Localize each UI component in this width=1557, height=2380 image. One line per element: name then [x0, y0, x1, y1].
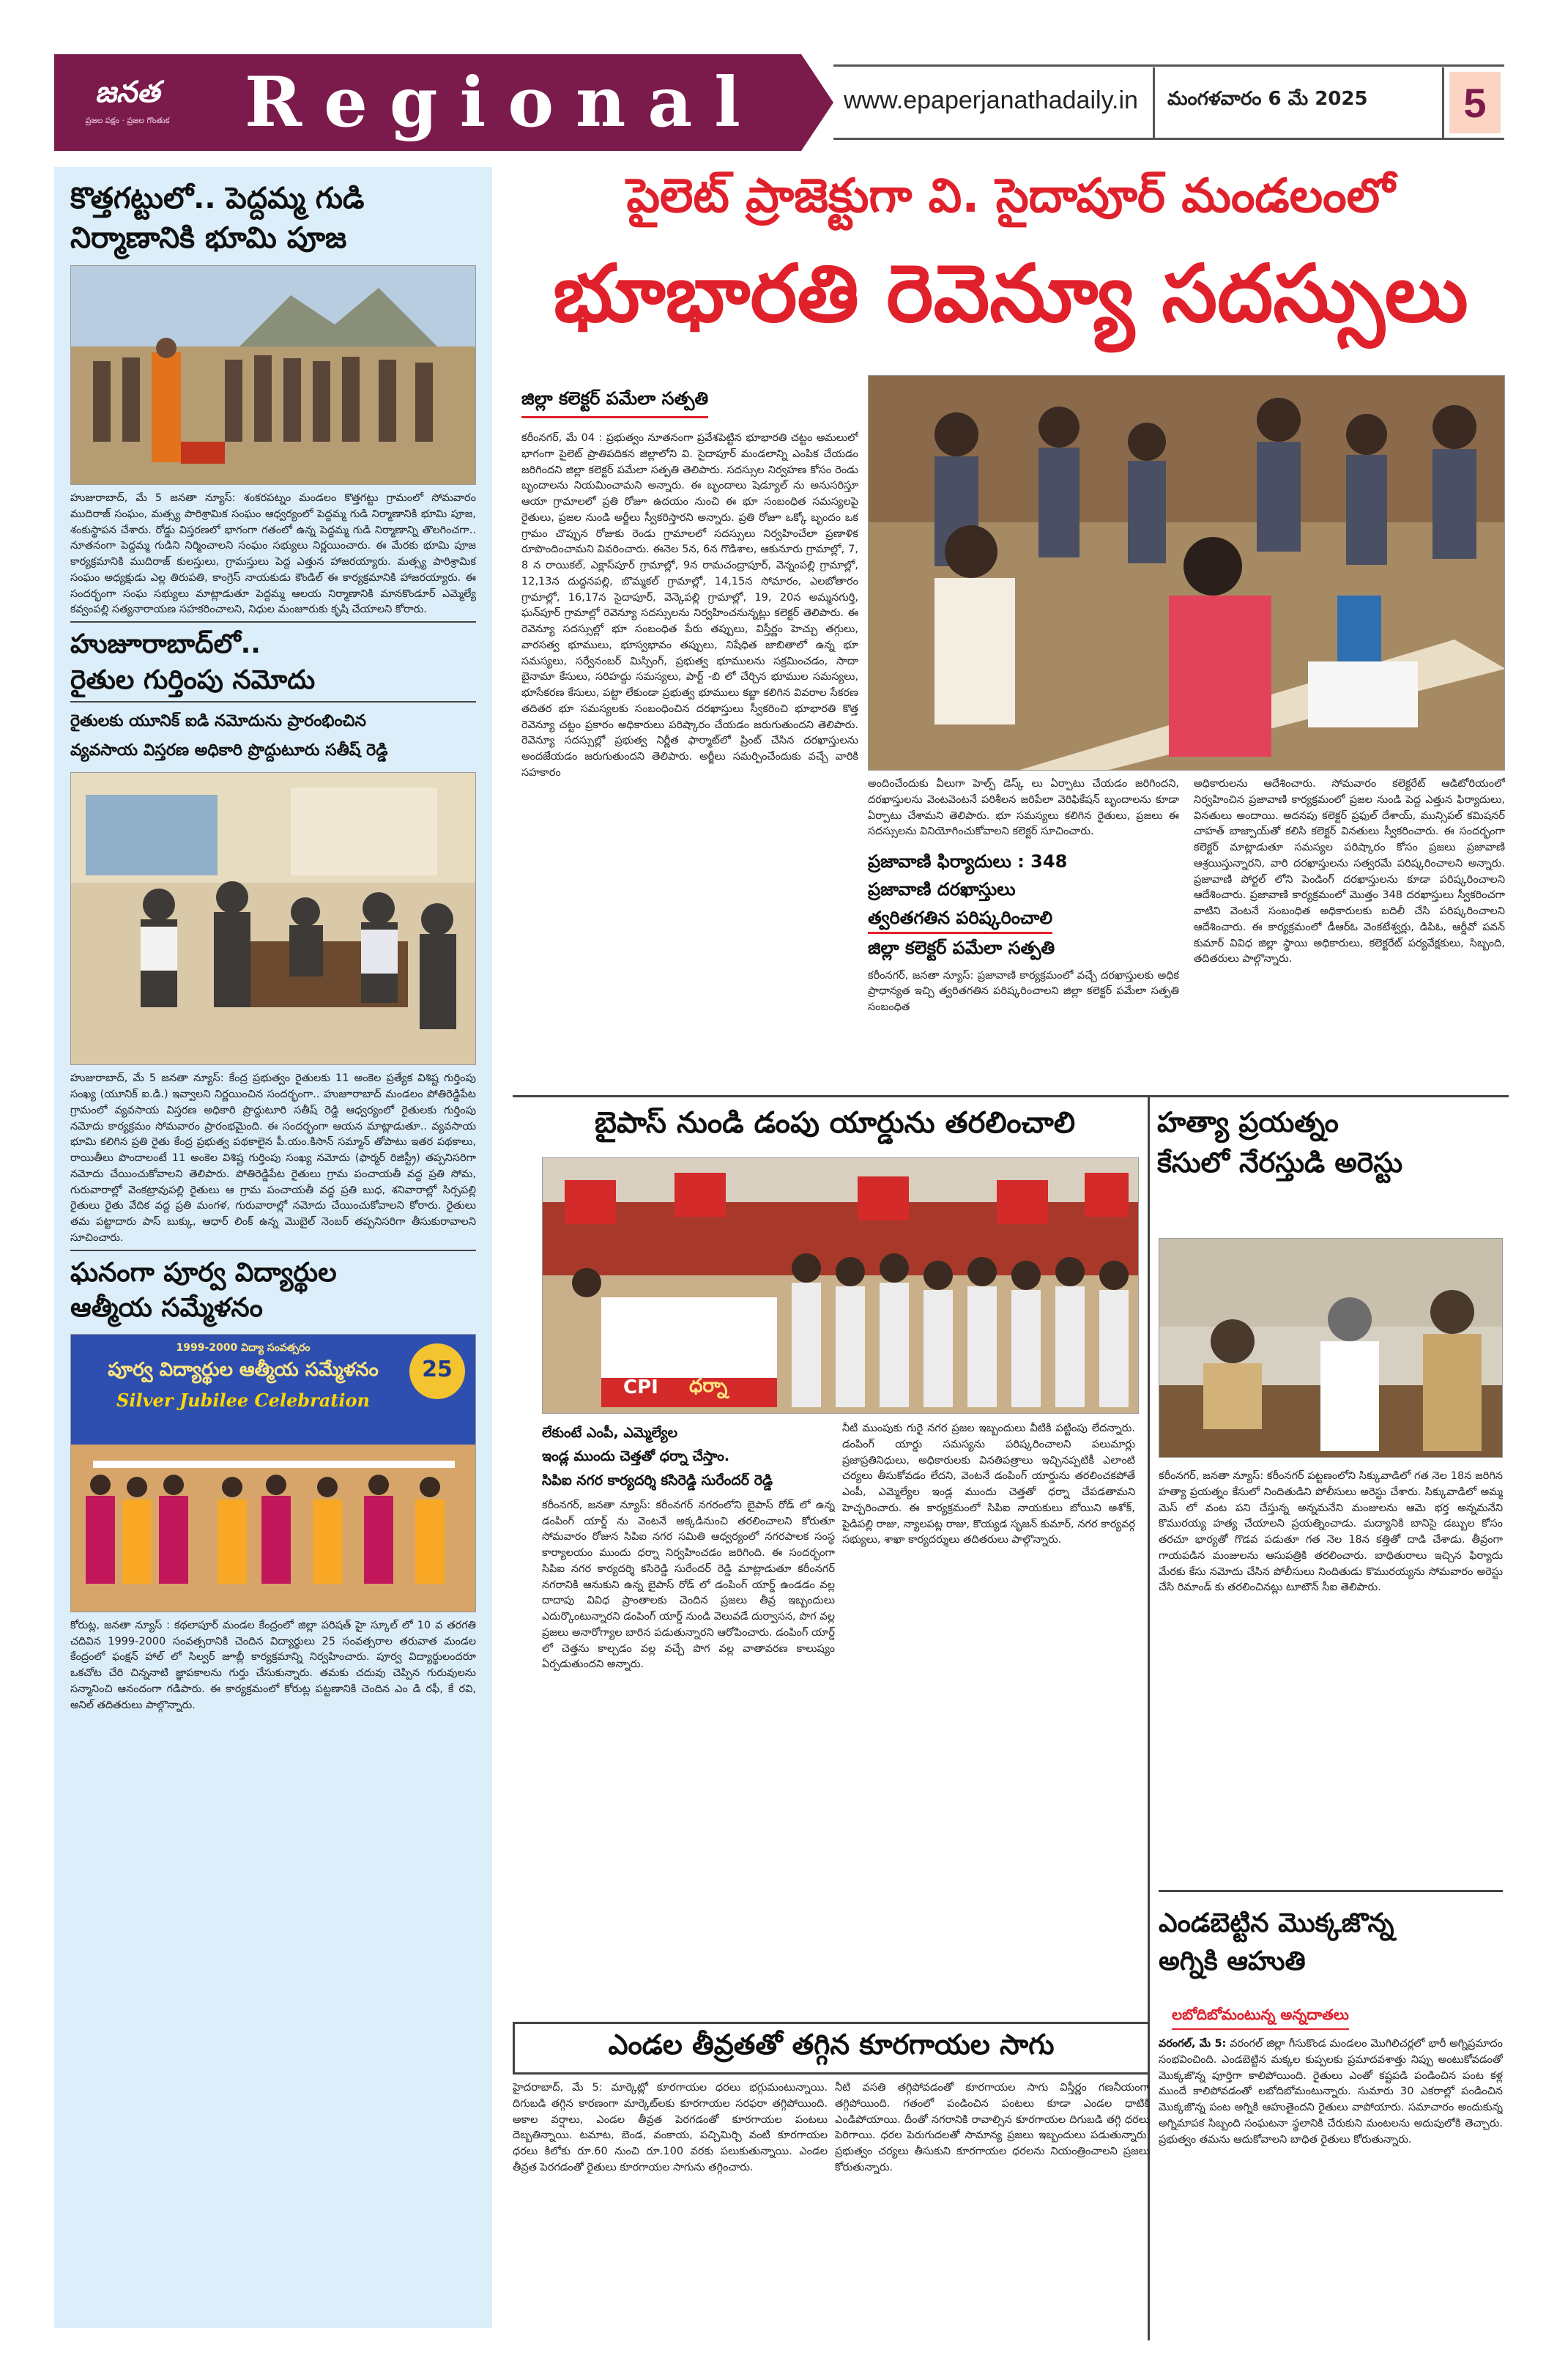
story-body: హుజురాబాద్, మే 5 జనతా న్యూస్: శంకరపట్నం మండలం కొత్తగట్టు గ్రామంలో సోమవారం ముదిరాజ్ సంఘం, మత్స్య పారిశ్రామిక సంఘం ఆధ్వర్యంలో పెద్దమ్మ గుడి నిర్మాణానికి భూమి పూజ, శంకుస్థాపన చేశారు. రోడ్డు విస్తరణలో భాగంగా గతంలో ఉన్న పెద్దమ్మ గుడి నిర్మాణాన్ని తొలగించగా.. నూతనంగా పెద్దమ్మ గుడిని నిర్మించాలని సంఘం సభ్యులు నిర్ణయించారు. ఈ మేరకు భూమి పూజ కార్యక్రమానికి ముదిరాజ్ కులస్తులు, గ్రామస్తులు పెద్ద ఎత్తున హాజరయ్యారు. మత్స్య పారిశ్రామిక సంఘం అధ్యక్షుడు ఎల్ల తిరుపతి, కాంగ్రెస్ నాయకుడు కౌండిల్ ఈ కార్యక్రమానికి హాజరయ్యారు. ఈ సందర్భంగా సంఘ సభ్యులు మాట్లాడుతూ పెద్దమ్మ ఆలయ నిర్మాణానికి మానకొండూర్ ఎమ్మెల్యే కవ్వంపల్లి సత్యనారాయణ సహకరించాలని, నిధుల మంజూరుకు కృషి చేయాలని కోరారు. — [70, 492, 476, 616]
maize-fire-body — [1159, 2036, 1503, 2337]
site-url[interactable]: www.epaperjanathadaily.in — [844, 86, 1138, 114]
banner-english: Silver Jubilee Celebration — [116, 1389, 370, 1411]
story-headline: కొత్తగట్టులో.. పెద్దమ్మ గుడి — [70, 182, 365, 215]
story-headline: ఘనంగా పూర్వ విద్యార్థుల — [70, 1257, 337, 1288]
left-sidebar-column — [54, 167, 492, 2328]
issue-date: మంగళవారం 6 మే 2025 — [1167, 88, 1368, 110]
alumni-banner-text — [78, 1342, 408, 1411]
photo-illustration — [1159, 1239, 1503, 1458]
police-arrest-photo — [1159, 1238, 1503, 1458]
story-peddamma-temple — [70, 179, 476, 618]
story-headline: హుజూరాబాద్‌లో.. — [70, 629, 261, 659]
masthead-rule — [833, 64, 1504, 67]
masthead-divider — [1153, 67, 1155, 138]
section-divider — [513, 1095, 1509, 1097]
page-number: 5 — [1449, 72, 1501, 133]
story-headline: నిర్మాణానికి భూమి పూజ — [70, 221, 347, 255]
story-headline: ఆత్మీయ సమ్మేళనం — [70, 1293, 263, 1324]
prajavani-complaints: ప్రజావాణి ఫిర్యాదులు : 348 — [868, 851, 1068, 872]
main-headline-line2: భూభారతి రెవెన్యూ సదస్సులు — [553, 248, 1468, 340]
temple-foundation-photo — [70, 265, 476, 485]
section-divider — [1159, 1890, 1503, 1892]
caption-line: ఇండ్ల ముందు చెత్తతో ధర్నా చేస్తాం. — [542, 1448, 730, 1465]
bypass-headline: బైపాస్ నుండి డంపు యార్డును తరలించాలి — [594, 1106, 1076, 1140]
photo-illustration — [543, 1158, 1139, 1414]
main-story-column-1: కరీంనగర్, మే 04 : ప్రభుత్వం నూతనంగా ప్రవేశపెట్టిన భూభారతి చట్టం అమలులో భాగంగా పైలెట్ ప్రాతిపదికన జిల్లాలోని వి. సైదాపూర్ మండలాన్ని ఎంపిక చేయడం జరిగిందని జిల్లా కలెక్టర్ పమేలా సత్పతి తెలిపారు. సదస్సుల నిర్వహణ కోసం రెండు బృందాలను నియమించామని అన్నారు. ఈ బృందాలు షెడ్యూల్ ను అనుసరిస్తూ ఆయా గ్రామాలలో ప్రతి రోజూ ఉదయం నుంచి ఈ భూ సంబంధిత సమస్యలపై రైతులు, ప్రజల నుండి అర్జీలు స్వీకరిస్తారని అన్నారు. ప్రతి రోజూ ఒక్కో బృందం ఒక గ్రామం చొప్పున రోజుకు రెండు గ్రామాలలో సదస్సులు నిర్వహించేలా ప్రణాళిక రూపొందించామని వివరించారు. ఈనెల 5న, 6న గొడిశాల, ఆకునూరు గ్రామాల్లో, 7, 8 న రాయికల్, ఎక్లాస్‌పూర్ గ్రామాల్లో, 9న రామచంద్రాపూర్, వెన్నంపల్లి గ్రామాల్లో, 12,13న దుద్దనపల్లి, బొమ్మకల్ గ్రామాల్లో, 14,15న సోమారం, ఎలబోతారం గ్రామాల్లో, 16,17న సైదాపూర్, వెన్కెపల్లి గ్రామాల్లో, 19, 20న అమ్మనగుర్తి, ఘన్‌పూర్ గ్రామాల్లో రెవెన్యూ సదస్సులను నిర్వహించనున్నట్లు కలెక్టర్ తెలిపారు. ఈ రెవెన్యూ సదస్సుల్లో భూ సంబంధిత పేరు తప్పులు, విస్తీర్ణం హెచ్చు తగ్గులు, వారసత్వ భూములు, భూస్వభావం తప్పులు, నిషేధిత జాబితాలో ఉన్న భూ సమస్యలు, సర్వేనంబర్ మిస్సింగ్, ప్రభుత్వ భూములను సక్రమించడం, సాదా బైనామా కేసులు, సరిహద్దు సమస్యలు, పార్ట్ -బి లో చేర్చిన భూముల సమస్యలు, భూసేకరణ కేసులు, పట్టా లేకుండా ప్రభుత్వ భూములు కబ్జా కలిగిన వివరాల సేకరణ తదితర భూ సమస్యలకు సంబంధించిన దరఖాస్తులు స్వీకరించి భూభారతి కొత్త రెవెన్యూ చట్టం ప్రకారం అధికారులు పరిష్కారం చేయడం జరుగుతుందని తెలిపారు. రెవెన్యూ సదస్సుల్లో ప్రభుత్వ నిర్ణీత ఫార్మాట్‌లో ప్రింట్ చేసిన దరఖాస్తులను అందజేయడం జరుగుతుందని తెలిపారు. అర్జీలు సమర్పించేందుకు వచ్చే వారికి సహకారం — [521, 432, 858, 779]
headline-line: హత్యా ప్రయత్నం — [1157, 1106, 1339, 1138]
banner-dharna: ధర్నా — [689, 1375, 728, 1397]
story-body: కరీంనగర్, జనతా న్యూస్: కరీంనగర్ నగరంలోని బైపాస్ రోడ్ లో ఉన్న డంపింగ్ యార్డ్ ను వెంటనే అక్కడినుంచి తరలించాలని కోరుతూ సోమవారం రోజున సిపిఐ నగర సమితి ఆధ్వర్యంలో నగరపాలక సంస్థ కార్యాలయం ముందు ధర్నా నిర్వహించడం జరిగింది. ఈ సందర్భంగా సిపిఐ నగర కార్యదర్శి కసిరెడ్డి సురేందర్ రెడ్డి మాట్లాడుతూ కరీంనగర్ నగరానికి ఆనుకుని ఉన్న బైపాస్ రోడ్ లో డంపింగ్ యార్డ్ ఉండడం వల్ల దాదాపు వివిధ ప్రాంతాలకు చెందిన ప్రజలు తీవ్ర ఇబ్బందులు ఎదుర్కొంటున్నారని డంపింగ్ యార్డ్ నుండి వెలువడే దుర్వాసన, పొగ వల్ల ప్రజలు అనారోగ్యాల బారిన పడుతున్నారని ఆరోపించారు. డంపింగ్ యార్డ్ లో చెత్తను కాల్చడం వల్ల వచ్చే పొగ వల్ల వాతావరణ కాలుష్యం ఏర్పడుతుందని అన్నారు. — [542, 1499, 835, 1671]
story-headline: రైతుల గుర్తింపు నమోదు — [70, 664, 316, 695]
masthead-divider — [1442, 67, 1444, 138]
photo-illustration — [71, 266, 476, 485]
cpi-dharna-photo — [542, 1157, 1139, 1414]
headline-line: కేసులో నేరస్తుడి అరెస్టు — [1157, 1146, 1403, 1179]
main-byline: జిల్లా కలెక్టర్ పమేలా సత్పతి — [521, 388, 708, 418]
main-story-column-3: అధికారులను ఆదేశించారు. సోమవారం కలెక్టరేట్ ఆడిటోరియంలో నిర్వహించిన ప్రజావాణి కార్యక్రమంలో ప్రజల నుండి పెద్ద ఎత్తున ఫిర్యాదులు, వినతులు అందాయి. అదనపు కలెక్టర్ ప్రఫుల్ దేశాయ్, మున్సిపల్ కమిషనర్ చాహత్ బాజ్పాయ్‌తో కలిసి కలెక్టర్ వినతులు స్వీకరించారు. ఈ సందర్భంగా కలెక్టర్ మాట్లాడుతూ సమస్యల పరిష్కారం కోసం ప్రజలు ప్రజావాణి ఆశ్రయిస్తున్నారని, వారి దరఖాస్తులను సత్వరమే పరిష్కరించాలని అన్నారు. ప్రజావాణి పోర్టల్ లోని పెండింగ్ దరఖాస్తులను కూడా పరిష్కరించాలని ఆదేశించారు. ప్రజావాణి కార్యక్రమంలో మొత్తం 348 దరఖాస్తులు స్వీకరించగా వాటిని వెంటనే సంబంధిత అధికారులకు బదిలీ చేసి పరిష్కరించాలని ఆదేశించారు. ఈ కార్యక్రమంలో డీఆర్‌ఓ వెంకటేశ్వర్లు, డిపిఓ, ఆర్డీవో పవన్ కుమార్ వివిధ జిల్లా స్థాయి అధికారులు, కలెక్టరేట్ పర్యవేక్షకులు, సిబ్బంది, తదితరులు పాల్గొన్నారు. — [1194, 778, 1505, 965]
farmer-registration-photo — [70, 772, 476, 1065]
prajavani-box — [868, 848, 1179, 963]
vegetables-column-2: నీటి వసతి తగ్గిపోవడంతో కూరగాయల సాగు విస్తీర్ణం గణనీయంగా తగ్గిపోయింది. గతంలో పండించిన పంటలు కూడా ఎండల ధాటికి ఎండిపోయాయి. దీంతో నగరానికి రావాల్సిన కూరగాయల దిగుబడి తగ్గి ధరలు పెరిగాయి. ధరల పెరుగుదలతో సామాన్య ప్రజలు ఇబ్బందులు పడుతున్నారు. ప్రభుత్వం చర్యలు తీసుకుని కూరగాయల ధరలను నియంత్రించాలని ప్రజలు కోరుతున్నారు. — [835, 2082, 1150, 2173]
murder-story-body: కరీంనగర్, జనతా న్యూస్: కరీంనగర్ పట్టణంలోని సిక్కువాడిలో గత నెల 18న జరిగిన హత్యా ప్రయత్నం కేసులో నిందితుడిని పోలీసులు అరెస్టు చేశారు. సిక్కువాడిలో అమ్మ మెస్ లో వంట పని చేస్తున్న అన్నమనేని మంజులను ఆమె భర్త అన్నమనేని కొమురయ్య హత్య చేయాలని ప్రయత్నించాడు. మద్యానికి బానిసై డబ్బుల కోసం తరచూ భార్యతో గొడవ పడుతూ గత నెల 18న కత్తితో దాడి చేశాడు. తీవ్రంగా గాయపడిన మంజులను ఆసుపత్రికి తరలించారు. బాధితురాలు ఇచ్చిన ఫిర్యాదు మేరకు కేసు నమోదు చేసిన పోలీసులు నిందితుడు కొమురయ్యను సోమవారం అరెస్టు చేసి రిమాండ్ కు తరలించినట్లు టూటౌన్ సీఐ తెలిపారు. — [1159, 1470, 1503, 1594]
revenue-meeting-photo — [868, 375, 1505, 771]
prajavani-headline-emphasis: త్వరితగతిన పరిష్కరించాలి — [868, 904, 1052, 934]
banner-year: 1999-2000 విద్యా సంవత్సరం — [176, 1341, 311, 1354]
alumni-group-photo — [70, 1334, 476, 1612]
caption-line: లేకుంటే ఎంపీ, ఎమ్మెల్యేల — [542, 1425, 678, 1441]
story-subheadline: వ్యవసాయ విస్తరణ అధికారి ప్రొద్దుటూరు సతీష్ రెడ్డి — [70, 741, 388, 760]
bypass-column-2: నీటి ముంపుకు గురై నగర ప్రజల ఇబ్బందులు వీటికి పట్టింపు లేదన్నారు. డంపింగ్ యార్డు సమస్యను పరిష్కరించాలని పలుమార్లు ప్రజాప్రతినిధులు, అధికారులకు వినతిపత్రాలు ఇచ్చినప్పటికీ ఎలాంటి చర్యలు తీసుకోవడం లేదని, వెంటనే డంపింగ్ యార్డును తరలించకపోతే ఎంపీ, ఎమ్మెల్యేల ఇండ్ల ముందు చెత్తతో ధర్నా చేపడతామని హెచ్చరించారు. ఈ కార్యక్రమంలో సిపిఐ నాయకులు బోయిని అశోక్, పైడిపల్లి రాజు, న్యాలపట్ల రాజు, కొయ్యడ సృజన్ కుమార్, నగర కార్యవర్గ సభ్యులు, శాఖా కార్యదర్శులు తదితరులు పాల్గొన్నారు. — [842, 1423, 1135, 1546]
headline-rule — [70, 701, 476, 702]
caption-line: సిపిఐ నగర కార్యదర్శి కసిరెడ్డి సురేందర్ రెడ్డి — [542, 1472, 773, 1489]
dateline: వరంగల్, మే 5: — [1159, 2038, 1227, 2050]
masthead — [54, 54, 1504, 151]
prajavani-byline: జిల్లా కలెక్టర్ పమేలా సత్పతి — [868, 938, 1055, 959]
logo-word: జనత — [94, 75, 160, 109]
story-farmer-registration — [70, 627, 476, 1247]
story-subheadline: రైతులకు యూనిక్ ఐడి నమోదును ప్రారంభించిన — [70, 712, 366, 731]
story-divider — [70, 1250, 476, 1251]
bypass-column-1 — [542, 1421, 835, 2022]
prajavani-headline: ప్రజావాణి దరఖాస్తులు — [868, 879, 1016, 900]
story-divider — [70, 621, 476, 623]
section-arrow — [801, 54, 833, 151]
banner-title: పూర్వ విద్యార్థుల ఆత్మీయ సమ్మేళనం — [108, 1358, 379, 1381]
story-body: కోరుట్ల, జనతా న్యూస్ : కథలాపూర్ మండల కేంద్రంలో జిల్లా పరిషత్ హై స్కూల్ లో 10 వ తరగతి చదివిన 1999-2000 సంవత్సరానికి చెందిన విద్యార్థులు 25 సంవత్సరాల తరువాత మండల కేంద్రంలో ఫంక్షన్ హాల్ లో సిల్వర్ జూబ్లీ కార్యక్రమాన్ని నిర్వహించారు. పూర్వ విద్యార్థులందరూ ఒకచోట చేరి చిన్ననాటి జ్ఞాపకాలను గుర్తు చేసుకున్నారు. తమకు చదువు చెప్పిన గురువులను సన్మానించి ఆనందంగా గడిపారు. ఈ కార్యక్రమంలో కోరుట్ల పట్టణానికి చెందిన ఎం డి రఫీ, కే రవి, అనిల్ తదితరులు పాల్గొన్నారు. — [70, 1619, 476, 1711]
story-alumni-meet — [70, 1256, 476, 1714]
banner-party: CPI — [623, 1376, 658, 1398]
story-body: కరీంనగర్, జనతా న్యూస్: ప్రజావాణి కార్యక్రమంలో వచ్చే దరఖాస్తులకు అధిక ప్రాధాన్యత ఇచ్చి త్వరితగతిన పరిష్కరించాలని జిల్లా కలెక్టర్ పమేలా సత్పతి సంబంధిత — [868, 969, 1179, 1014]
banner-number: 25 — [422, 1356, 453, 1382]
maize-fire-headline — [1159, 1905, 1503, 1981]
murder-headline — [1157, 1102, 1501, 1183]
masthead-rule — [833, 138, 1504, 140]
headline-line: ఎండబెట్టిన మొక్కజొన్న — [1159, 1908, 1394, 1938]
main-headline-line1: పైలెట్ ప్రాజెక్టుగా వి. సైదాపూర్ మండలంలో — [626, 169, 1395, 223]
newspaper-logo — [54, 54, 201, 151]
photo-illustration — [869, 376, 1505, 771]
logo-tagline: ప్రజల పక్షం · ప్రజల గొంతుక — [85, 116, 170, 125]
vegetables-column-1: హైదరాబాద్, మే 5: మార్కెట్లో కూరగాయల ధరలు భగ్గుమంటున్నాయి. దిగుబడి తగ్గిన కారణంగా మార్కెట్‌లకు కూరగాయల సరఫరా తగ్గిపోయింది. అకాల వర్షాలు, ఎండల తీవ్రత పెరగడంతో కూరగాయల పంటలు దెబ్బతిన్నాయి. టమాట, బెండ, వంకాయ, పచ్చిమిర్చి వంటి కూరగాయల ధరలు కిలోకు రూ.60 నుంచి రూ.100 వరకు పలుకుతున్నాయి. ఎండల తీవ్రత పెరగడంతో రైతులు కూరగాయల సాగును తగ్గించారు. — [513, 2082, 828, 2173]
headline-line: అగ్నికి ఆహుతి — [1159, 1946, 1306, 1977]
photo-illustration — [71, 773, 476, 1065]
bypass-caption — [542, 1421, 835, 1492]
story-body: వరంగల్ జిల్లా గీసుకొండ మండలం మొగిలిచర్లలో భారీ అగ్నిప్రమాదం సంభవించింది. ఎండబెట్టిన మక్కల కుప్పలకు ప్రమాదవశాత్తు నిప్పు అంటుకోవడంతో మొక్కజొన్న పూర్తిగా కాలిపోయింది. రైతులు ఎంతో కష్టపడి పండించిన పంట కళ్ల ముందే కాలిపోవడంతో లబోదిబోమంటున్నారు. సుమారు 30 ఎకరాల్లో పండించిన మొక్కజొన్న పంట అగ్నికి ఆహుతైందని రైతులు వాపోయారు. సమాచారం అందుకున్న అగ్నిమాపక సిబ్బంది సంఘటనా స్థలానికి చేరుకుని మంటలను అదుపులోకి తెచ్చారు. ప్రభుత్వం తమను ఆదుకోవాలని బాధిత రైతులు కోరుతున్నారు. — [1159, 2038, 1503, 2146]
story-body: హుజురాబాద్, మే 5 జనతా న్యూస్: కేంద్ర ప్రభుత్వం రైతులకు 11 అంకెల ప్రత్యేక విశిష్ట గుర్తింపు సంఖ్య (యూనిక్ ఐ.డి.) ఇవ్వాలని నిర్ణయించిన సందర్భంగా.. హుజూరాబాద్ మండలం పోతిరెడ్డిపేట గ్రామంలో వ్యవసాయ విస్తరణ అధికారి ప్రొద్దుటూరి సతీష్ రెడ్డి ఆధ్వర్యంలో రైతులకు గుర్తింపు నమోదు కార్యక్రమం సోమవారం ప్రారంభమైంది. ఈ సందర్భంగా ఆయన మాట్లాడుతూ.. వ్యవసాయ భూమి కలిగిన ప్రతి రైతు కేంద్ర ప్రభుత్వ పథకాలైన పీ.యం.కిసాన్ సమ్మాన్ తోపాటు ఇతర పథకాలు, రాయితీలు పొందాలంటే 11 అంకెల విశిష్ట గుర్తింపు సంఖ్య నమోదు (ఫార్మర్ రిజిస్ట్రీ) తప్పనిసరిగా నమోదు చేయించుకోవాలని తెలిపారు. పోతిరెడ్డిపేట రైతులు గ్రామ పంచాయతీ వద్ద ప్రతి సోమ, గురువారాల్లో వెంకట్రావుపల్లి రైతులు ఆ గ్రామ పంచాయతీ వద్ద ప్రతి బుధ, శనివారాల్లో సిర్సపల్లి రైతులు రైతు వేదిక వద్ద ప్రతి మంగళ, గురువారాల్లో నమోదు చేయించుకోవాలని కోరారు. రైతులు తమ పట్టాదారు పాస్ బుక్కు, ఆధార్ లింక్ ఉన్న మొబైల్ నెంబర్ తప్పనిసరిగా తీసుకురావాలని సూచించారు. — [70, 1072, 476, 1244]
maize-fire-subheadline: లబోదిబోమంటున్న అన్నదాతలు — [1172, 2006, 1349, 2030]
prajavani-headline — [868, 904, 1179, 934]
vegetables-headline: ఎండల తీవ్రతతో తగ్గిన కూరగాయల సాగు — [513, 2022, 1150, 2075]
main-story-column-2 — [868, 776, 1179, 1084]
section-title: Regional — [201, 54, 801, 151]
story-body: అందించేందుకు వీలుగా హెల్ప్ డెస్క్ లు ఏర్పాటు చేయడం జరిగిందని, దరఖాస్తులను వెంటవెంటనే పరిశీలన జరిపేలా వెరిఫికేషన్ బృందాలను కూడా ఏర్పాటు చేశామని తెలిపారు. భూ సమస్యలు కలిగిన రైతులు, ప్రజలు ఈ సదస్సులను వినియోగించుకోవాలని కలెక్టర్ సూచించారు. — [868, 778, 1179, 838]
